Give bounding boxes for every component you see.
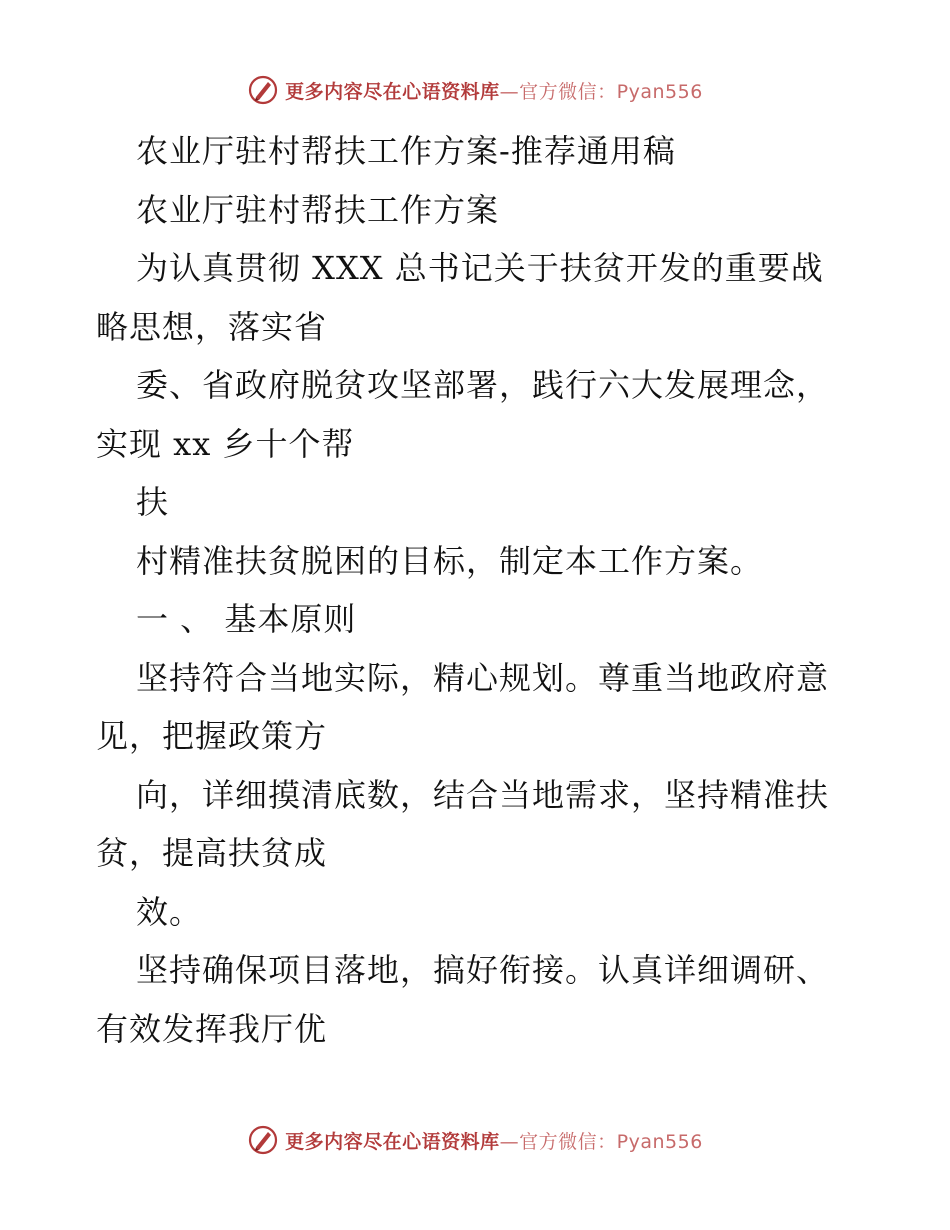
doc-line: 贫，提高扶贫成 [96,834,328,872]
doc-line: 委、省政府脱贫攻坚部署，践行六大发展理念， [136,366,830,404]
footer-banner [0,1120,950,1160]
pen-logo-icon [247,1124,279,1156]
footer-banner-content [247,1124,703,1156]
doc-subtitle: 农业厅驻村帮扶工作方案 [136,190,500,229]
header-banner-content [247,74,703,106]
footer-banner-sub: —官方微信：Pyan556 [499,1130,703,1153]
footer-banner-text [285,1127,703,1154]
header-banner-text [285,77,703,104]
doc-line: 略思想，落实省 [96,307,328,346]
doc-line: 坚持确保项目落地，搞好衔接。认真详细调研、 [136,951,830,989]
doc-line: 为认真贯彻 XXX 总书记关于扶贫开发的重要战 [136,249,824,287]
section-heading: 一 、 基本原则 [136,600,357,638]
footer-banner-main: 更多内容尽在心语资料库 [285,1130,500,1153]
doc-line: 扶 [136,483,170,521]
doc-line: 向，详细摸清底数，结合当地需求，坚持精准扶 [136,775,830,814]
doc-line: 效。 [136,892,203,931]
pen-logo-icon [247,74,279,106]
doc-line: 实现 xx 乡十个帮 [96,424,355,463]
doc-line: 村精准扶贫脱困的目标，制定本工作方案。 [136,541,764,580]
header-banner-main: 更多内容尽在心语资料库 [285,80,500,103]
doc-line: 有效发挥我厅优 [96,1009,328,1048]
header-banner-sub: —官方微信：Pyan556 [499,80,703,103]
header-banner [0,70,950,110]
doc-title: 农业厅驻村帮扶工作方案-推荐通用稿 [136,132,676,170]
doc-line: 见，把握政策方 [96,717,328,755]
doc-line: 坚持符合当地实际，精心规划。尊重当地政府意 [136,658,830,697]
document-body [96,122,896,1058]
